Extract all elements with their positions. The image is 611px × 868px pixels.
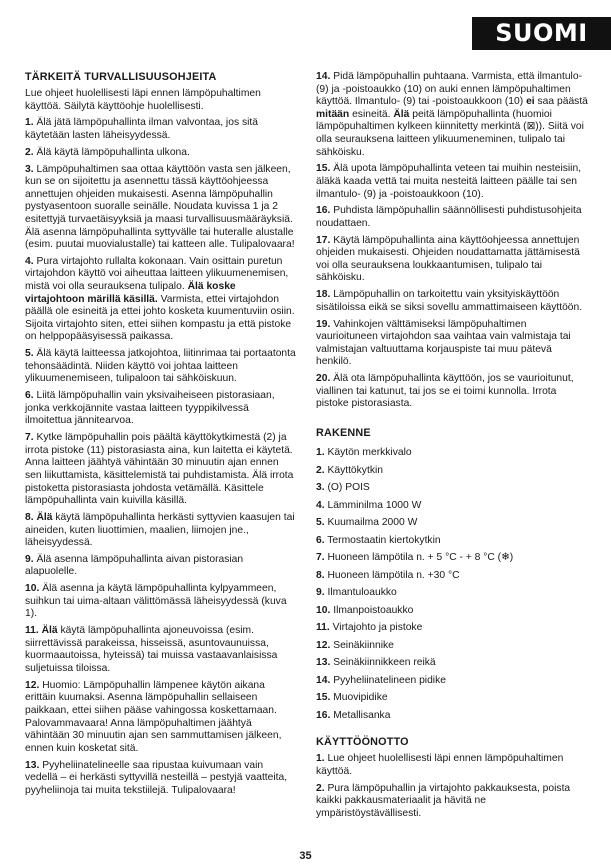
- safety-item-11: 11. Älä käytä lämpöpuhallinta ajoneuvoissa (esim. siirrettävissä parakeissa, hisseissä, asuntovaunuissa, kuormaautoissa, hyteissä) tai muissa vastaavanlaisissa suljetuissa tiloissa.: [25, 625, 278, 674]
- structure-item: 7. Huoneen lämpötila n. + 5 °C - + 8 °C (❄): [316, 552, 514, 564]
- safety-item-7: 7. Kytke lämpöpuhallin pois päältä käyttökytkimestä (2) ja irrota pistoke (11) pistorasiasta aina, kun laitetta ei käytetä. Anna laitteen jäähtyä vähintään 30 minuutin ajan ennen sen liikuttamista, käsittelemistä tai puhdistamista. Älä irrota pistoketta pistorasiasta johdosta vetämällä. Käsittele lämpöpuhallinta vain kuivilla käsillä.: [25, 432, 294, 507]
- safety-item-4: 4. Pura virtajohto rullalta kokonaan. Vain osittain puretun virtajohdon käyttö voi aiheuttaa laitteen ylikuumenemisen, mistä voi olla seurauksena tulipalo. Älä koske virtajohtoon märillä käsillä. Varmista, ettei virtajohdon päällä ole esineitä ja ettei johto kosketa kuumentuviin osiin. Sijoita virtajohto siten, ettei siihen kompastu ja että pistoke on helppopääsyisessä paikassa.: [25, 255, 295, 343]
- safety-item-1: 1. Älä jätä lämpöpuhallinta ilman valvontaa, jos sitä käytetään lasten läheisyydessä.: [25, 117, 258, 141]
- structure-item: 10. Ilmanpoistoaukko: [316, 604, 414, 616]
- safety-item-15: 15. Älä upota lämpöpuhallinta veteen tai muihin nesteisiin, äläkä kaada vettä tai muita nesteitä laitteen päälle tai sen ilmantulo- (9) ja -poistoaukkoon (10).: [316, 163, 582, 200]
- safety-item-2: 2. Älä käytä lämpöpuhallinta ulkona.: [25, 146, 190, 158]
- left-column: [25, 71, 297, 802]
- page-number: 35: [299, 850, 312, 862]
- safety-item-6: 6. Liitä lämpöpuhallin vain yksivaiheiseen pistorasiaan, jonka verkkojännite vastaa laitteen tyyppikilvessä ilmoitettua jännitearvoa.: [25, 390, 275, 427]
- language-tab: SUOMI: [472, 17, 611, 50]
- safety-item-13: 13. Pyyheliinatelineelle saa ripustaa kuivumaan vain vedellä – ei herkästi syttyvillä nesteillä – pestyjä vaatteita, pyyheliinoja tai muita tekstiilejä. Tulipalovaara!: [25, 759, 288, 796]
- safety-item-10: 10. Älä asenna ja käytä lämpöpuhallinta kylpyammeen, suihkun tai uima-altaan välittömässä läheisyydessä (kuva 1).: [25, 583, 287, 620]
- startup-item-1: 1. Lue ohjeet huolellisesti läpi ennen lämpöpuhaltimen käyttöä.: [316, 753, 564, 777]
- startup-heading: KÄYTTÖÖNOTTO: [316, 736, 409, 749]
- structure-list: [316, 444, 588, 724]
- structure-item: 4. Lämminilma 1000 W: [316, 499, 422, 511]
- safety-item-5: 5. Älä käytä laitteessa jatkojohtoa, liitinrimaa tai portaatonta tehonsäädintä. Niiden käyttö voi johtaa laitteen ylikuumenemiseen, tulipaloon tai sähköiskuun.: [25, 348, 296, 385]
- safety-item-9: 9. Älä asenna lämpöpuhallinta aivan pistorasian alapuolelle.: [25, 553, 244, 578]
- structure-item: 2. Käyttökytkin: [316, 464, 383, 476]
- structure-item: 8. Huoneen lämpötila n. +30 °C: [316, 569, 460, 581]
- safety-item-20: 20. Älä ota lämpöpuhallinta käyttöön, jos se vaurioitunut, viallinen tai katunut, tai jos se ei toimi kunnolla. Irrota pistoke pistorasiasta.: [316, 373, 574, 410]
- safety-item-8: 8. Älä käytä lämpöpuhallinta herkästi syttyvien kaasujen tai aineiden, kuten liuottimien, maalien, liimojen jne., läheisyydessä.: [25, 511, 295, 549]
- structure-item: 9. Ilmantuloaukko: [316, 587, 397, 599]
- right-column: [316, 71, 588, 825]
- structure-item: 11. Virtajohto ja pistoke: [316, 622, 423, 634]
- safety-item-17: 17. Käytä lämpöpuhallinta aina käyttöohjeessa annettujen ohjeiden mukaisesti. Ohjeiden noudattamatta jättämisestä voi olla seurauksena loukkaantumisen, tulipalo tai sähköisku.: [316, 234, 580, 284]
- safety-item-12: 12. Huomio: Lämpöpuhallin lämpenee käytön aikana erittäin kuumaksi. Asenna lämpöpuhallin sellaiseen paikkaan, ettei siihen pääse vahingossa koskettamaan. Palovammavaara! Anna lämpöpuhaltimen jäähtyä vähintään 30 minuutin ajan sen sammuttamisen jälkeen, ennen kuin kosketat sitä.: [25, 679, 282, 754]
- safety-intro: Lue ohjeet huolellisesti läpi ennen lämpöpuhaltimen käyttöä. Säilytä käyttöohje huolellisesti.: [25, 88, 261, 112]
- structure-heading: RAKENNE: [316, 427, 371, 440]
- structure-item: 16. Metallisanka: [316, 709, 391, 721]
- structure-item: 6. Termostaatin kiertokytkin: [316, 534, 441, 546]
- safety-item-16: 16. Puhdista lämpöpuhallin säännöllisesti puhdistusohjeita noudattaen.: [316, 205, 582, 229]
- safety-item-3: 3. Lämpöpuhaltimen saa ottaa käyttöön vasta sen jälkeen, kun se on sijoitettu ja asennettu tässä käyttöohjeessa annettujen ohjeiden mukaisesti. Asenna lämpöpuhallin pystyasentoon suoralle seinälle. Noudata kuvissa 1 ja 2 esitettyjä turvaetäisyyksiä ja maasi turvallisuusmääräyksiä. Älä asenna lämpöpuhallinta syttyvälle tai huteralle alustalle (esim. puutai muovialustalle) tai katteen alle. Tulipalovaara!: [25, 163, 295, 251]
- structure-item: 5. Kuumailma 2000 W: [316, 517, 418, 529]
- safety-heading: TÄRKEITÄ TURVALLISUUSOHJEITA: [25, 71, 217, 83]
- structure-item: 13. Seinäkiinnikkeen reikä: [316, 657, 436, 669]
- structure-item: 15. Muovipidike: [316, 692, 388, 704]
- structure-item: 14. Pyyheliinatelineen pidike: [316, 674, 446, 686]
- structure-item: 3. (O) POIS: [316, 482, 370, 494]
- structure-item: 12. Seinäkiinnike: [316, 639, 394, 651]
- safety-item-14: 14. Pidä lämpöpuhallin puhtaana. Varmista, että ilmantulo- (9) ja -poistoaukko (10) on auki ennen lämpöpuhaltimen käyttöä. Ilmantulo- (9) tai -poistoaukkoon (10) ei saa päästä mitään esineitä. Älä peitä lämpöpuhallinta (huomioi lämpöpuhaltimen kylkeen kiinnitetty merkintä (⊠)). Siitä voi olla seurauksena laitteen ylikuumeneminen, tulipalo tai sähköisku.: [316, 71, 588, 158]
- safety-item-18: 18. Lämpöpuhallin on tarkoitettu vain yksityiskäyttöön sisätiloissa eikä se siksi sovellu ammattimaiseen käyttöön.: [316, 289, 583, 313]
- structure-item: 1. Käytön merkkivalo: [316, 447, 412, 459]
- safety-item-19: 19. Vahinkojen välttämiseksi lämpöpuhaltimen vaurioituneen virtajohdon saa vaihtaa vain valmistaja tai valmistajan valtuuttama korjauspiste tai muu pätevä henkilö.: [316, 318, 571, 368]
- startup-item-2: 2. Pura lämpöpuhallin ja virtajohto pakkauksesta, poista kaikki pakkausmateriaalit ja hävitä ne ympäristöystävällisesti.: [316, 782, 571, 819]
